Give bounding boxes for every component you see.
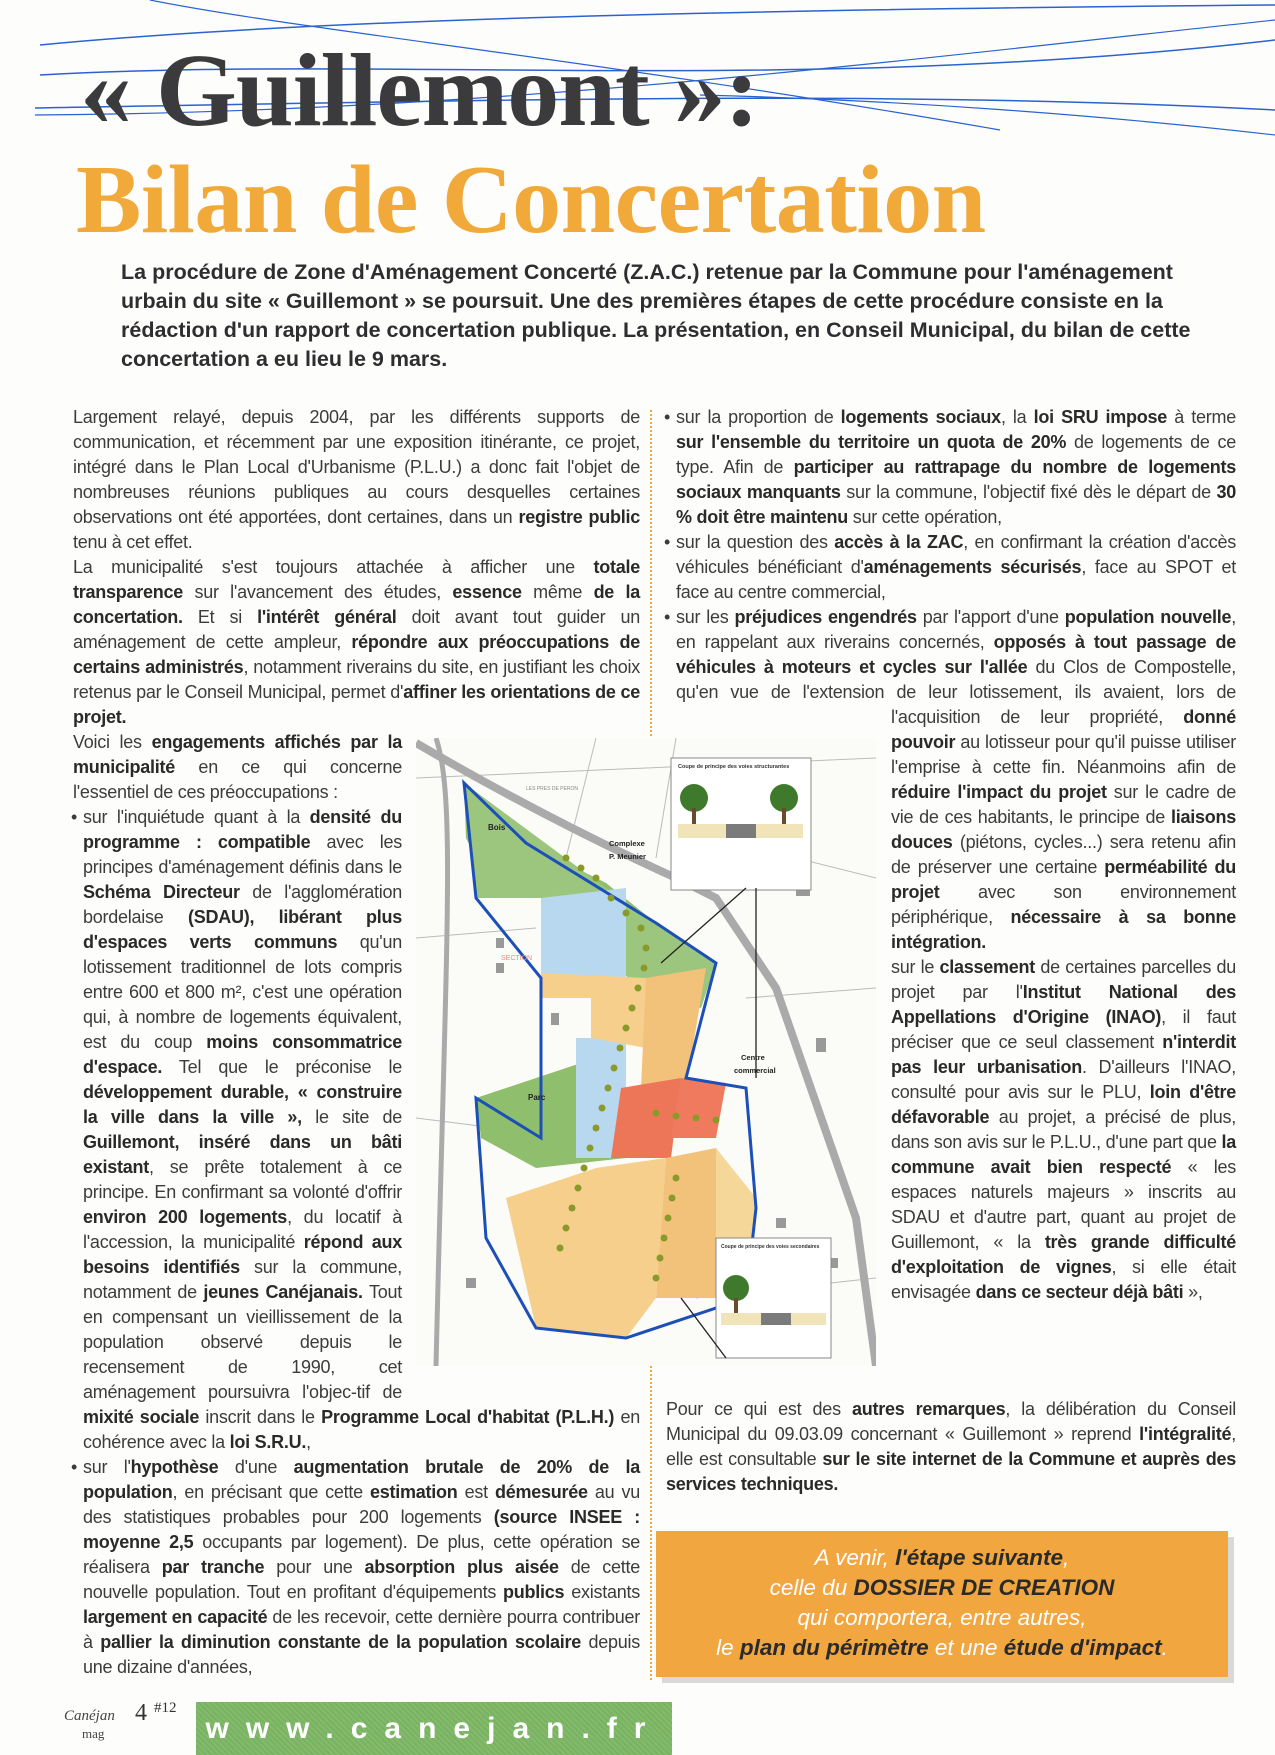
text-run: en cohérence avec la [83, 1407, 640, 1452]
text-run: , en précisant que cette [172, 1482, 371, 1502]
text-run: de certaines parcelles du projet par l' [891, 957, 1236, 1002]
bold-text: sur l'ensemble du territoire un quota de 20% [676, 432, 1067, 452]
text-run: et une [928, 1635, 1004, 1660]
site-plan-map [416, 738, 876, 1366]
map-label-complexe-2: P. Meunier [609, 852, 646, 861]
map-label-section: SECTION [501, 955, 533, 962]
map-label-commercial: commercial [734, 1066, 776, 1075]
text-run: sur l' [83, 1457, 131, 1477]
text-run: , du locatif à l'accession, la municipalité [83, 1207, 402, 1252]
callout-line [656, 1633, 1228, 1663]
text-run: existants [564, 1582, 640, 1602]
text-run: Tout en compensant un vieillissement de la population observé depuis le recensement de 1990, cet aménagement poursuivra l'objec- [83, 1282, 402, 1402]
bold-text: augmentation brutale de 20% de la population [83, 1457, 640, 1502]
bold-text: classement [939, 957, 1036, 977]
text-run: , se prête totalement à ce principe. En confirmant sa volonté d'offrir [83, 1157, 402, 1202]
text-run: sur l'avancement des études, [183, 582, 453, 602]
text-run: tif de [356, 1382, 402, 1402]
magazine-logo [64, 1708, 115, 1742]
bold-text: Programme Local d'habitat (P.L.H.) [321, 1407, 615, 1427]
bold-text: loi SRU impose [1033, 407, 1168, 427]
text-run: Largement relayé, depuis 2004, par les différents supports de communication, et récemment par une exposition itinérante, ce projet, intégré dans le Plan Local d'Urbanisme (P.L.U.) a donc fait l'objet de nombreuses réunions publiques au cours desquelles certaines observations ont été apportées, dont certaines, dans un [73, 407, 640, 527]
callout-line [656, 1573, 1228, 1603]
text-run: est [457, 1482, 495, 1502]
text-run: sur cette opération, [848, 507, 1002, 527]
text-run: Et si [182, 607, 258, 627]
bold-text: moins consommatrice d'espace. [83, 1032, 402, 1077]
text-run: d'une [218, 1457, 294, 1477]
bold-text: mixité sociale [83, 1407, 200, 1427]
text-run: , [306, 1432, 311, 1452]
bold-text: liaisons douces [891, 807, 1236, 852]
page-number: 4 [135, 1700, 147, 1726]
bold-text: Institut National des Appellations d'Origine (INAO) [891, 982, 1236, 1027]
text-run: du Clos de Compostelle, qu'en vue de l'extension de leur lotissement, ils [676, 657, 1236, 702]
text-run: sur la commune, notamment de [83, 1257, 402, 1302]
bold-text: accès à la ZAC [834, 532, 964, 552]
bold-text: démesurée [494, 1482, 588, 1502]
bullet-item [73, 1455, 640, 1680]
bold-text: participer au rattrapage du nombre de logements sociaux manquants [676, 457, 1237, 502]
bold-text: n'interdit pas leur urbanisation [891, 1032, 1236, 1077]
bold-text: densité du programme : compatible [83, 807, 402, 852]
text-run: », [1183, 1282, 1203, 1302]
bold-text: 30 % doit être maintenu [676, 482, 1236, 527]
bold-text: étude d'impact [1003, 1635, 1162, 1660]
bullet-text [83, 807, 402, 1402]
paragraph [666, 1397, 1236, 1497]
text-run: « les espaces naturels majeurs » inscrits au SDAU et d'autre part, quant au projet de Guillemont, « la [891, 1157, 1236, 1252]
paragraph [73, 405, 640, 555]
bold-text: réduire l'impact du projet [891, 782, 1107, 802]
map-label-bois: Bois [488, 823, 506, 832]
bold-text: de la concertation. [73, 582, 640, 627]
bullet-item [666, 405, 1236, 530]
logo-text-top: Canéjan [64, 1708, 115, 1724]
map-label-centre: Centre [741, 1053, 765, 1062]
inset-bottom-title: Coupe de principe des voies secondaires [721, 1244, 820, 1250]
inset-top-section [671, 758, 811, 890]
text-run: au projet, a précisé de plus, dans son avis sur le P.L.U., d'une part que [891, 1107, 1236, 1152]
bold-text: loi S.R.U. [229, 1432, 307, 1452]
bold-text: perméabilité du projet [891, 857, 1236, 902]
text-run: . D'ailleurs l'INAO, consulté pour avis sur le PLU, [891, 1057, 1236, 1102]
text-run: de l'agglomération bordelaise [83, 882, 402, 927]
text-run: pour une [264, 1557, 365, 1577]
text-run: le [716, 1635, 740, 1660]
bold-text: registre public [518, 507, 641, 527]
text-run: Voici les [73, 732, 152, 752]
bold-text: affiner les orientations de ce projet. [73, 682, 641, 727]
bold-text: très grande difficulté d'exploitation de vignes [891, 1232, 1237, 1277]
text-run: A venir, [814, 1545, 896, 1570]
text-run: à terme [1167, 407, 1236, 427]
text-run: tenu à cet effet. [73, 532, 193, 552]
text-run: Pour ce qui est des [666, 1399, 852, 1419]
text-run: sur la question des [676, 532, 835, 552]
bold-text: logements sociaux [840, 407, 1001, 427]
text-run: depuis une dizaine d'années, [83, 1632, 640, 1677]
text-run: sur l'inquiétude quant à la [83, 807, 310, 827]
text-run: sur le [891, 957, 940, 977]
bold-text: l'intérêt général [257, 607, 397, 627]
inset-top-title: Coupe de principe des voies structurantes [678, 764, 790, 770]
bold-text: absorption plus aisée [364, 1557, 559, 1577]
bold-text: la commune avait bien respecté [891, 1132, 1236, 1177]
bold-text: publics [503, 1582, 565, 1602]
bold-text: DOSSIER DE CREATION [853, 1575, 1115, 1600]
bold-text: Schéma Directeur [83, 882, 240, 902]
bold-text: donné pouvoir [891, 707, 1236, 752]
text-run: , la [1000, 407, 1034, 427]
text-run: , si elle était envisagée [891, 1257, 1236, 1302]
bold-text: pallier la diminution constante de la population scolaire [100, 1632, 581, 1652]
bold-text: largement en capacité [83, 1607, 268, 1627]
text-run: au lotisseur pour qu'il puisse utiliser l'emprise à cette fin. Néanmoins afin de [891, 732, 1236, 777]
bold-text: environ 200 logements [83, 1207, 288, 1227]
bold-text: aménagements sécurisés [863, 557, 1082, 577]
bold-text: dans ce secteur déjà bâti [975, 1282, 1184, 1302]
bold-text: jeunes Canéjanais. [203, 1282, 363, 1302]
bold-text: l'étape suivante [895, 1545, 1064, 1570]
bold-text: essence [452, 582, 522, 602]
text-run: , la délibération du Conseil Municipal du 09.03.09 concernant « Guillemont » reprend [666, 1399, 1236, 1444]
text-run: de cette nouvelle population. Tout en profitant d'équipements [83, 1557, 641, 1602]
bold-text: par tranche [161, 1557, 265, 1577]
bold-text: l'intégralité [1139, 1424, 1232, 1444]
text-run: sur la proportion de [676, 407, 841, 427]
text-run: occupants par logement). De plus, cette opération se réalisera [83, 1532, 640, 1577]
text-run: . [1161, 1635, 1168, 1660]
bold-text: autres remarques [851, 1399, 1006, 1419]
text-run: Tel que le préconise le [162, 1057, 402, 1077]
inset-bottom-section [716, 1238, 831, 1358]
map-label-parc: Parc [528, 1093, 546, 1102]
bold-text: préjudices engendrés [734, 607, 917, 627]
text-run: de logements de ce type. Afin de [676, 432, 1236, 477]
logo-text-bottom: mag [82, 1726, 105, 1741]
text-run: , [1063, 1545, 1070, 1570]
bold-text: sur le site internet de la Commune et auprès des services techniques. [666, 1449, 1236, 1494]
text-run: de les recevoir, cette dernière pourra contribuer à [83, 1607, 640, 1652]
text-run: La municipalité s'est toujours attachée à afficher une [73, 557, 594, 577]
bullet-item [666, 530, 1236, 605]
text-run: , il faut préciser que ce seul classement [891, 1007, 1236, 1052]
bold-text: nécessaire à sa bonne intégration. [891, 907, 1236, 952]
headline: « Guillemont »: [80, 33, 759, 148]
map-label-pres: LES PRES DE PERON [526, 786, 578, 792]
text-run: celle du [769, 1575, 854, 1600]
text-run: par l'apport d'une [916, 607, 1065, 627]
callout-line [656, 1603, 1228, 1633]
text-run: , en rappelant aux riverains concernés, [676, 607, 1236, 652]
text-run: inscrit dans le [199, 1407, 322, 1427]
bold-text: (source INSEE : moyenne 2,5 [83, 1507, 640, 1552]
text-run: , face au SPOT et face au centre commercial, [676, 557, 1236, 602]
text-run: qu'un lotissement traditionnel de lots compris entre 600 et 800 m², c'est une opération qui, à nombre de logements équivalent, est du coup [83, 932, 402, 1052]
bold-text: répondre aux préoccupations de certains administrés [73, 632, 640, 677]
text-run: le site de [301, 1107, 403, 1127]
bold-text: totale transparence [73, 557, 640, 602]
text-run: qui comportera, entre autres, [797, 1605, 1087, 1630]
bold-text: population nouvelle [1064, 607, 1232, 627]
bold-text: loin d'être défavorable [891, 1082, 1236, 1127]
text-run: sur le cadre de vie de ces habitants, le principe de [891, 782, 1236, 827]
text-run: avaient, lors de l'acquisition de leur propriété, [891, 682, 1236, 727]
callout-line [656, 1543, 1228, 1573]
text-run: en ce qui concerne l'essentiel de ces préoccupations : [73, 757, 402, 802]
map-label-complexe: Complexe [609, 839, 645, 848]
next-step-callout [656, 1531, 1228, 1677]
text-run: au vu des statistiques probables pour 200 logements [83, 1482, 640, 1527]
text-run: , en confirmant la création d'accès véhicules bénéficiant d' [676, 532, 1237, 577]
bold-text: estimation [370, 1482, 458, 1502]
bold-text: opposés à tout passage de véhicules à moteurs et cycles sur l'allée [676, 632, 1236, 677]
bold-text: (SDAU), libérant plus d'espaces verts communs [83, 907, 402, 952]
text-run: sur les [676, 607, 735, 627]
text-run: doit avant tout guider un aménagement de cette ampleur, [73, 607, 640, 652]
website-url-banner[interactable]: www.canejan.fr [196, 1702, 672, 1755]
subheadline: Bilan de Concertation [76, 146, 986, 254]
text-run: , elle est consultable [666, 1424, 1236, 1469]
bold-text: répond aux besoins identifiés [83, 1232, 402, 1277]
text-run: même [521, 582, 594, 602]
text-run: (piétons, cycles...) sera retenu afin de préserver une certaine [891, 832, 1236, 877]
issue-number: #12 [154, 1700, 177, 1716]
intro-lead: La procédure de Zone d'Aménagement Concerté (Z.A.C.) retenue par la Commune pour l'aménagement urbain du site « Guillemont » se poursuit. Une des premières étapes de cette procédure consiste en la rédaction d'un rapport de concertation publique. La présentation, en Conseil Municipal, du bilan de cette concertation a eu lieu le 9 mars. [121, 260, 1191, 371]
bold-text: plan du périmètre [739, 1635, 929, 1660]
bold-text: Guillemont, inséré dans un bâti existant [83, 1132, 402, 1177]
bullet-text-continued [891, 682, 1236, 952]
paragraph [73, 555, 640, 730]
text-run: sur la commune, l'objectif fixé dès le départ de [840, 482, 1217, 502]
text-run: avec les principes d'aménagement définis dans le [83, 832, 402, 877]
bold-text: développement durable, « construire la ville dans la ville », [83, 1082, 402, 1127]
bold-text: hypothèse [130, 1457, 219, 1477]
bold-text: engagements affichés par la municipalité [73, 732, 402, 777]
text-run: , notamment riverains du site, en justifiant les choix retenus par le Conseil Municipal, permet d' [73, 657, 640, 702]
text-run: avec son environnement périphérique, [891, 882, 1236, 927]
